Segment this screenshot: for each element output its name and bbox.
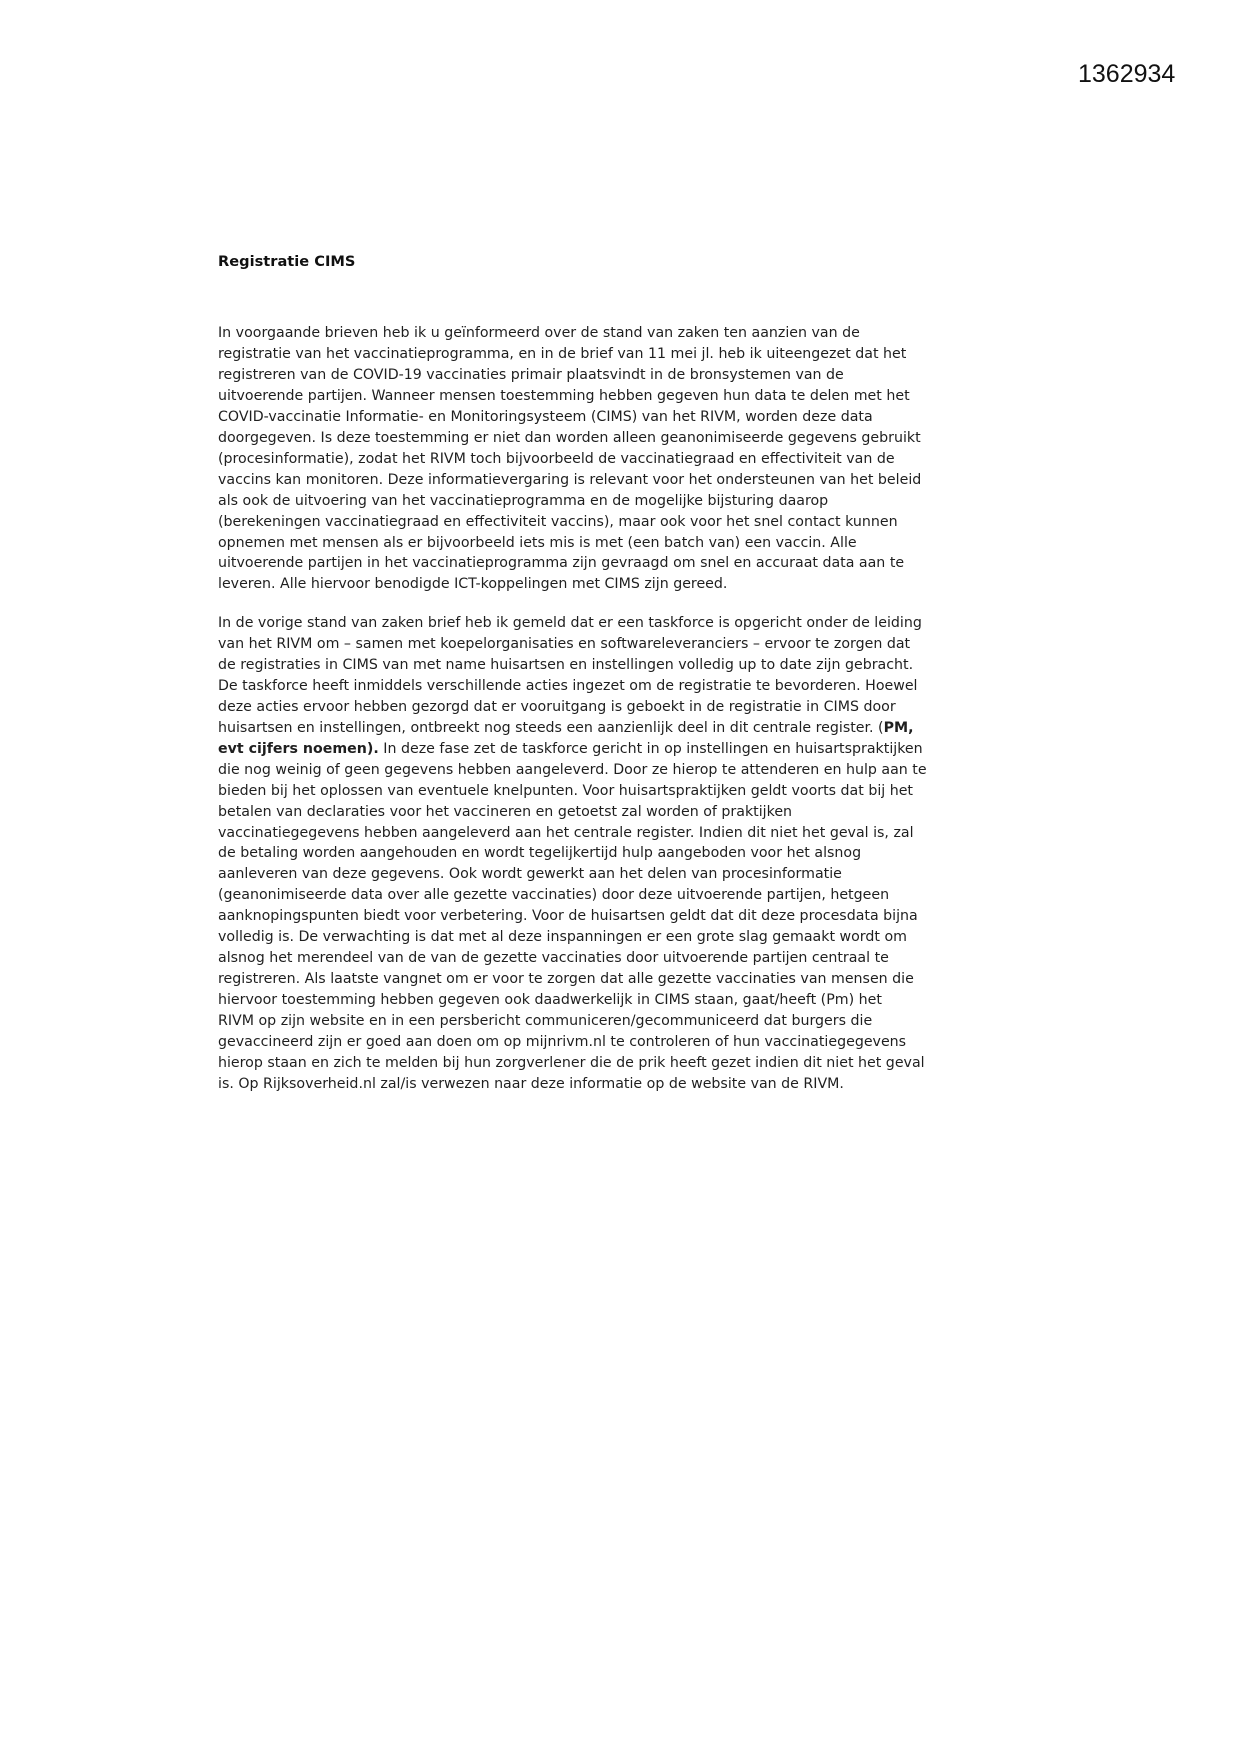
bold-text: PM, [883,719,914,736]
text-line [218,655,927,676]
text-segment: alsnog het merendeel van de van de gezette vaccinaties door uitvoerende partijen centraal te [218,950,889,967]
text-segment: volledig is. De verwachting is dat met al deze inspanningen er een grote slag gemaakt wordt om [218,929,907,946]
text-line [218,323,921,344]
text-line [218,697,927,718]
text-line [218,365,921,386]
text-line [218,574,921,595]
text-line [218,613,927,634]
text-line [218,990,927,1011]
text-line [218,1032,927,1053]
text-segment: RIVM op zijn website en in een persbericht communiceren/gecommuniceerd dat burgers die [218,1013,873,1030]
text-segment: (geanonimiseerde data over alle gezette vaccinaties) door deze uitvoerende partijen, hetgeen [218,887,890,904]
text-line [218,428,921,449]
text-segment: doorgegeven. Is deze toestemming er niet dan worden alleen geanonimiseerde gegevens gebruikt [218,429,921,446]
text-line [218,843,927,864]
text-segment: bieden bij het oplossen van eventuele knelpunten. Voor huisartspraktijken geldt voorts dat bij het [218,782,913,799]
text-line [218,634,927,655]
text-line [218,407,921,428]
text-segment: van het RIVM om – samen met koepelorganisaties en softwareleveranciers – ervoor te zorgen dat [218,635,911,652]
text-segment: hierop staan en zich te melden bij hun zorgverlener die de prik heeft gezet indien dit niet het geval [218,1055,925,1072]
text-segment: In voorgaande brieven heb ik u geïnformeerd over de stand van zaken ten aanzien van de [218,325,860,341]
text-segment: is. Op Rijksoverheid.nl zal/is verwezen naar deze informatie op de website van de RIVM. [218,1075,844,1092]
text-segment: huisartsen en instellingen, ontbreekt nog steeds een aanzienlijk deel in dit centrale register. ( [218,719,884,736]
text-segment: uitvoerende partijen in het vaccinatieprogramma zijn gevraagd om snel en accuraat data aan te [218,555,905,572]
text-line [218,1053,927,1074]
text-segment: vaccinatiegegevens hebben aangeleverd aan het centrale register. Indien dit niet het geval is, zal [218,824,914,841]
text-line [218,969,927,990]
text-segment: vaccins kan monitoren. Deze informatievergaring is relevant voor het ondersteunen van het beleid [218,471,922,488]
text-line [218,533,921,554]
bold-text: evt cijfers noemen). [218,740,379,757]
text-line [218,823,927,844]
text-line [218,386,921,407]
text-segment: In deze fase zet de taskforce gericht in op instellingen en huisartspraktijken [378,740,923,757]
text-line [218,676,927,697]
text-segment: de betaling worden aangehouden en wordt tegelijkertijd hulp aangeboden voor het alsnog [218,845,862,862]
text-segment: de registraties in CIMS van met name huisartsen en instellingen volledig up to date zijn gebracht. [218,656,914,673]
text-line [218,553,921,574]
text-segment: registreren van de COVID-19 vaccinaties primair plaatsvindt in de bronsystemen van de [218,366,844,383]
text-segment: De taskforce heeft inmiddels verschillende acties ingezet om de registratie te bevorderen. Hoewel [218,677,918,694]
text-line [218,1074,927,1095]
text-line [218,781,927,802]
text-line [218,802,927,823]
paragraph-1 [218,323,921,595]
text-segment: deze acties ervoor hebben gezorgd dat er vooruitgang is geboekt in de registratie in CIMS door [218,698,896,715]
text-line [218,470,921,491]
text-segment: registreren. Als laatste vangnet om er voor te zorgen dat alle gezette vaccinaties van mensen die [218,971,914,988]
text-segment: aanleveren van deze gegevens. Ook wordt gewerkt aan het delen van procesinformatie [218,866,842,883]
text-segment: registratie van het vaccinatieprogramma, en in de brief van 11 mei jl. heb ik uiteengezet dat het [218,345,907,362]
text-line [218,948,927,969]
text-line [218,344,921,365]
text-line [218,864,927,885]
text-line [218,739,927,760]
text-segment: COVID-vaccinatie Informatie- en Monitoringsysteem (CIMS) van het RIVM, worden deze data [218,408,873,425]
text-segment: gevaccineerd zijn er goed aan doen om op mijnrivm.nl te controleren of hun vaccinatiegegevens [218,1034,907,1051]
text-segment: betalen van declaraties voor het vaccineren en getoetst zal worden of praktijken [218,803,793,820]
text-segment: hiervoor toestemming hebben gegeven ook daadwerkelijk in CIMS staan, gaat/heeft (Pm) het [218,992,882,1009]
paragraph-2 [218,613,927,1095]
document-number: 1362934 [1078,60,1176,88]
text-segment: uitvoerende partijen. Wanneer mensen toestemming hebben gegeven hun data te delen met het [218,387,910,404]
text-segment: opnemen met mensen als er bijvoorbeeld iets mis is met (een batch van) een vaccin. Alle [218,534,857,551]
text-segment: leveren. Alle hiervoor benodigde ICT-koppelingen met CIMS zijn gereed. [218,576,728,593]
text-line [218,760,927,781]
text-line [218,885,927,906]
text-line [218,927,927,948]
text-segment: aanknopingspunten biedt voor verbetering. Voor de huisartsen geldt dat dit deze procesdata bijna [218,908,918,925]
text-segment: (procesinformatie), zodat het RIVM toch bijvoorbeeld de vaccinatiegraad en effectiviteit van de [218,450,895,467]
text-line [218,906,927,927]
text-line [218,449,921,470]
text-segment: In de vorige stand van zaken brief heb ik gemeld dat er een taskforce is opgericht onder de leiding [218,615,922,631]
text-segment: (berekeningen vaccinatiegraad en effectiviteit vaccins), maar ook voor het snel contact kunnen [218,513,898,530]
text-segment: die nog weinig of geen gegevens hebben aangeleverd. Door ze hierop te attenderen en hulp aan te [218,761,927,778]
section-heading: Registratie CIMS [218,253,356,270]
text-line [218,718,927,739]
text-line [218,1011,927,1032]
text-segment: als ook de uitvoering van het vaccinatieprogramma en de mogelijke bijsturing daarop [218,492,829,509]
text-line [218,512,921,533]
text-line [218,491,921,512]
